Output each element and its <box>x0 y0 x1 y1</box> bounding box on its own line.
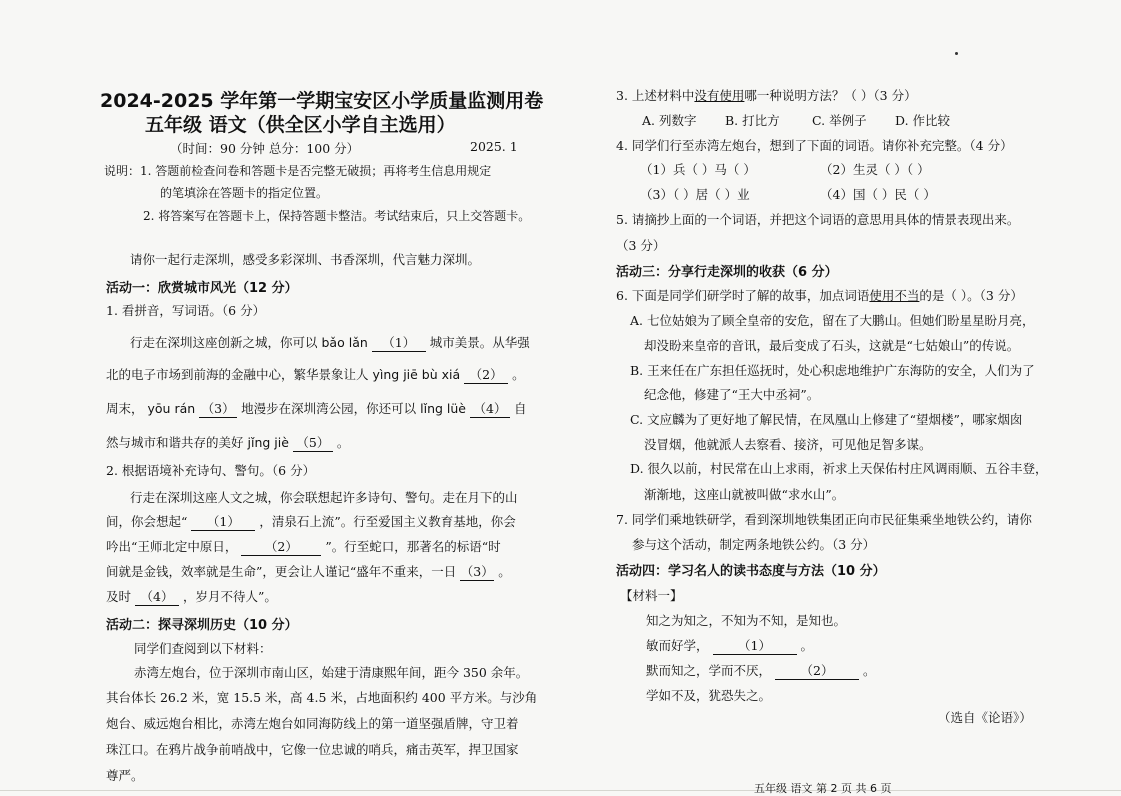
lunyu-line-4: 学如不及，犹恐失之。 <box>646 688 772 703</box>
lunyu-line-3 <box>646 661 876 680</box>
answer-blank[interactable]: （2） <box>241 537 321 556</box>
q2-line-5 <box>106 587 277 606</box>
question-4: 4. 同学们行至赤湾左炮台，想到了下面的词语。请你补充完整。（4 分） <box>616 138 1013 153</box>
q1-line-1 <box>130 333 530 352</box>
q3-option-d[interactable]: D. 作比较 <box>895 113 951 128</box>
question-3 <box>616 86 917 104</box>
exam-date: 2025. 1 <box>470 139 518 154</box>
text: 北的电子市场到前海的金融中心，繁华景象让人 <box>106 367 369 382</box>
q1-line-3 <box>106 399 527 418</box>
activity-4-heading: 活动四：学习名人的读书态度与方法（10 分） <box>616 564 886 579</box>
answer-blank[interactable]: （5） <box>293 433 333 452</box>
q6-option-c-line-1[interactable]: C. 文应麟为了更好地了解民情，在凤凰山上修建了“望烟楼”，哪家烟囱 <box>630 412 1023 427</box>
exam-meta: （时间：90 分钟 总分：100 分） <box>170 141 360 156</box>
material-1-label: 【材料一】 <box>620 588 683 603</box>
text: 敏而好学， <box>646 638 709 653</box>
text: 自 <box>513 401 527 416</box>
material-line-3: 炮台、威远炮台相比，赤湾左炮台如同海防线上的第一道坚强盾牌，守卫着 <box>106 716 519 731</box>
answer-blank[interactable]: （2） <box>464 365 508 384</box>
answer-blank[interactable]: （4） <box>135 587 179 606</box>
material-line-2: 其台体长 26.2 米，宽 15.5 米，高 4.5 米，占地面积约 400 平方米。与沙角 <box>106 690 538 705</box>
q1-line-4 <box>106 433 349 452</box>
text: 地漫步在深圳湾公园，你还可以 <box>241 401 417 416</box>
question-7-line-2: 参与这个活动，制定两条地铁公约。（3 分） <box>632 537 876 552</box>
answer-blank[interactable]: （2） <box>775 661 859 680</box>
text: 行走在深圳这座创新之城，你可以 <box>130 335 318 350</box>
activity-2-heading: 活动二：探寻深圳历史（10 分） <box>106 618 298 633</box>
q6-option-a-line-2: 却没盼来皇帝的音讯，最后变成了石头，这就是“七姑娘山”的传说。 <box>644 338 1020 353</box>
source-citation: （选自《论语》） <box>938 710 1032 725</box>
lunyu-line-2 <box>646 636 813 655</box>
text: 及时 <box>106 589 132 604</box>
text: ，岁月不待人”。 <box>182 589 277 604</box>
text: 。 <box>800 638 813 653</box>
activity-3-heading: 活动三：分享行走深圳的收获（6 分） <box>616 265 838 280</box>
text: ，清泉石上流”。行至爱国主义教育基地，你会 <box>259 514 516 529</box>
pinyin: lǐng lüè <box>420 401 467 416</box>
pinyin: bǎo lǎn <box>321 335 368 350</box>
material-line-5: 尊严。 <box>106 768 144 783</box>
text: ”。行至蛇口，那著名的标语“时 <box>325 539 501 554</box>
q6-option-d-line-1[interactable]: D. 很久以前，村民常在山上求雨，祈求上天保佑村庄风调雨顺、五谷丰登， <box>630 461 1048 476</box>
question-5: 5. 请摘抄上面的一个词语，并把这个词语的意思用具体的情景表现出来。 <box>616 212 1020 227</box>
q2-line-3 <box>106 537 501 556</box>
material-line-4: 珠江口。在鸦片战争前哨战中，它像一位忠诚的哨兵，痛击英军，捍卫国家 <box>106 742 519 757</box>
text: 。 <box>336 435 350 450</box>
instruction-2: 2. 将答案写在答题卡上，保持答题卡整洁。考试结束后，只上交答题卡。 <box>143 209 531 223</box>
question-5-score: （3 分） <box>616 238 666 253</box>
text: 哪一种说明方法？（ ）（3 分） <box>744 88 917 103</box>
q4-item-3[interactable]: （3）（ ）居（ ）业 <box>640 187 750 202</box>
q3-option-b[interactable]: B. 打比方 <box>725 113 780 128</box>
q2-line-1: 行走在深圳这座人文之城，你会联想起许多诗句、警句。走在月下的山 <box>130 490 518 505</box>
pinyin: yōu rán <box>147 401 196 416</box>
text: 城市美景。从华强 <box>429 335 530 350</box>
text: 然与城市和谐共存的美好 <box>106 435 244 450</box>
answer-blank[interactable]: （1） <box>372 333 426 352</box>
answer-blank[interactable]: （1） <box>713 636 797 655</box>
text: 6. 下面是同学们研学时了解的故事，加点词语 <box>616 288 870 303</box>
q6-option-b-line-2: 纪念他，修建了“王大中丞祠”。 <box>644 387 820 402</box>
exam-subtitle: 五年级 语文（供全区小学自主选用） <box>145 114 456 136</box>
question-2-title: 2. 根据语境补充诗句、警句。（6 分） <box>106 463 316 478</box>
text: 吟出“王师北定中原日， <box>106 539 238 554</box>
q2-line-4 <box>106 562 511 581</box>
q6-option-d-line-2: 渐渐地，这座山就被叫做“求水山”。 <box>644 487 845 502</box>
activity-1-heading: 活动一：欣赏城市风光（12 分） <box>106 281 298 296</box>
text: 3. 上述材料中 <box>616 88 695 103</box>
text: 周末， <box>106 401 144 416</box>
q1-line-2 <box>106 365 525 384</box>
q6-option-a-line-1[interactable]: A. 七位姑娘为了顾全皇帝的安危，留在了大鹏山。但她们盼星星盼月亮， <box>630 313 1035 328</box>
q6-option-b-line-1[interactable]: B. 王来任在广东担任巡抚时，处心积虑地维护广东海防的安全，人们为了 <box>630 363 1035 378</box>
underlined-text: 没有使用 <box>694 88 745 103</box>
intro-text: 请你一起行走深圳，感受多彩深圳、书香深圳，代言魅力深圳。 <box>130 252 481 267</box>
right-column <box>592 0 1121 793</box>
lunyu-line-1: 知之为知之，不知为不知，是知也。 <box>646 613 847 628</box>
text: 默而知之，学而不厌， <box>646 663 772 678</box>
answer-blank[interactable]: （3） <box>460 564 494 579</box>
answer-blank[interactable]: （3） <box>199 399 237 418</box>
q4-item-4[interactable]: （4）国（ ）民（ ） <box>820 187 936 202</box>
pinyin: jǐng jiè <box>247 435 289 450</box>
q3-option-c[interactable]: C. 举例子 <box>812 113 867 128</box>
underlined-text: 使用不当 <box>869 288 920 303</box>
instruction-1: 说明：1. 答题前检查问卷和答题卡是否完整无破损；再将考生信息用规定 <box>104 164 492 178</box>
text: 。 <box>862 663 876 678</box>
question-1-title: 1. 看拼音，写词语。（6 分） <box>106 303 266 318</box>
material-line-1: 赤湾左炮台，位于深圳市南山区，始建于清康熙年间，距今 350 余年。 <box>134 665 529 680</box>
material-intro: 同学们查阅到以下材料： <box>134 641 272 656</box>
text: 间就是金钱，效率就是生命”，更会让人谨记“盛年不重来，一日 <box>106 564 457 579</box>
question-6 <box>616 286 1023 304</box>
q2-line-2 <box>106 512 516 531</box>
text: 。 <box>498 564 511 579</box>
text: 间，你会想起“ <box>106 514 188 529</box>
exam-title: 2024-2025 学年第一学期宝安区小学质量监测用卷 <box>100 90 544 112</box>
answer-blank[interactable]: （1） <box>191 512 255 531</box>
instruction-1b: 的笔填涂在答题卡的指定位置。 <box>160 186 329 200</box>
pinyin: yìng jiē bù xiá <box>372 367 461 382</box>
answer-blank[interactable]: （4） <box>470 399 510 418</box>
text: 。 <box>512 367 525 382</box>
q3-option-a[interactable]: A. 列数字 <box>642 113 697 128</box>
page-footer: 五年级 语文 第 2 页 共 6 页 <box>754 782 892 795</box>
q4-item-2[interactable]: （2）生灵（ ）（ ） <box>820 162 930 177</box>
q6-option-c-line-2: 没冒烟，他就派人去察看、接济，可见他足智多谋。 <box>644 437 932 452</box>
q4-item-1[interactable]: （1）兵（ ）马（ ） <box>640 162 756 177</box>
text: 的是（ ）。（3 分） <box>919 288 1023 303</box>
question-7-line-1: 7. 同学们乘地铁研学，看到深圳地铁集团正向市民征集乘坐地铁公约，请你 <box>616 512 1032 527</box>
